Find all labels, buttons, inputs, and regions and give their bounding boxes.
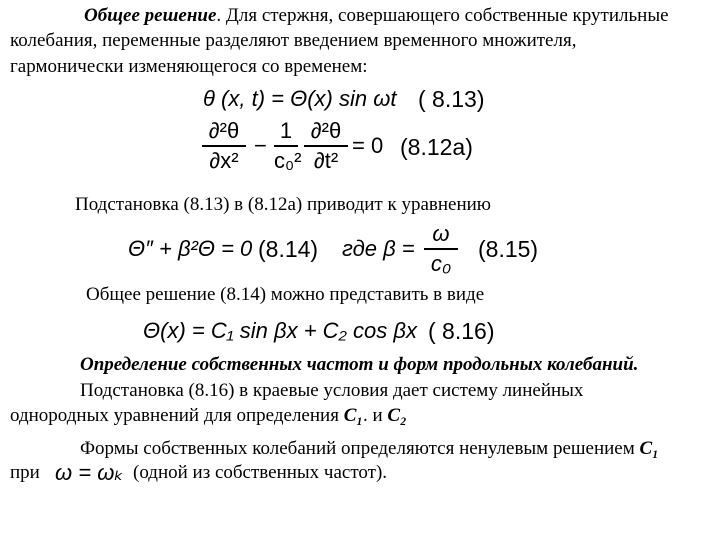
homogeneous-equations-line	[10, 405, 407, 427]
equation-8-15-fraction	[424, 222, 458, 282]
equation-label-8-12a: (8.12a)	[400, 134, 473, 160]
intro-line-1	[84, 5, 669, 27]
c1-symbol: C₁	[343, 405, 363, 426]
intro-line-2: колебания, переменные разделяют введением временного множителя,	[10, 30, 577, 51]
intro-line-3: гармонически изменяющегося со временем:	[10, 56, 368, 77]
eigenfrequency-note: (одной из собственных частот).	[133, 462, 388, 483]
c1-symbol: C₁	[639, 438, 659, 459]
fraction-omega-c0	[424, 222, 458, 276]
equation-8-14: Θ″ + β²Θ = 0	[128, 236, 253, 261]
equation-8-13: θ (x, t) = Θ(x) sin ωt	[203, 86, 397, 111]
equation-label-8-14: (8.14)	[258, 236, 319, 262]
fraction-numerator: ∂²θ	[310, 118, 342, 143]
mode-shapes-text: Формы собственных колебаний определяются ненулевым решением	[80, 438, 640, 459]
fraction-d2theta-dx2	[202, 119, 246, 173]
substitution-text: Подстановка (8.13) в (8.12а) приводит к уравнению	[75, 194, 492, 215]
fraction-numerator: ∂²θ	[208, 118, 240, 143]
fraction-denominator: c₀	[430, 250, 452, 276]
general-solution-text: Общее решение (8.14) можно представить в виде	[86, 284, 485, 305]
section-title: Общее решение	[84, 5, 217, 26]
fraction-numerator: 1	[279, 118, 293, 143]
mode-shapes-line	[80, 438, 659, 460]
fraction-denominator: ∂x²	[209, 147, 239, 173]
equation-label-8-13: ( 8.13)	[418, 86, 485, 112]
fraction-1-c0sq	[274, 118, 302, 173]
equals-zero: = 0	[352, 133, 384, 158]
and-separator: . и	[362, 405, 388, 426]
equation-label-8-15: (8.15)	[478, 236, 539, 262]
fraction-denominator: ∂t²	[313, 147, 339, 173]
fraction-bar	[424, 248, 458, 250]
boundary-conditions-text: Подстановка (8.16) в краевые условия дает систему линейных	[80, 380, 584, 401]
fraction-d2theta-dt2	[304, 119, 348, 173]
fraction-denominator: c₀²	[274, 147, 302, 173]
fraction-bar	[304, 145, 348, 147]
fraction-numerator: ω	[432, 221, 450, 246]
minus-sign: −	[254, 133, 267, 158]
fraction-bar	[202, 145, 246, 147]
where-beta: где β =	[342, 236, 415, 261]
c2-symbol: C₂	[387, 405, 407, 426]
equation-8-16: Θ(x) = C₁ sin βx + C₂ cos βx	[143, 318, 417, 343]
fraction-bar	[274, 145, 298, 147]
frequencies-heading: Определение собственных частот и форм продольных колебаний.	[80, 354, 639, 375]
at-word: при	[10, 462, 40, 483]
equation-label-8-16: ( 8.16)	[428, 318, 495, 344]
homogeneous-equations-text: однородных уравнений для определения	[10, 405, 344, 426]
intro-text-a: . Для стержня, совершающего собственные крутильные	[216, 5, 669, 26]
equation-8-12a	[202, 119, 392, 179]
omega-equals-omega-k: ω = ωₖ	[55, 460, 124, 485]
